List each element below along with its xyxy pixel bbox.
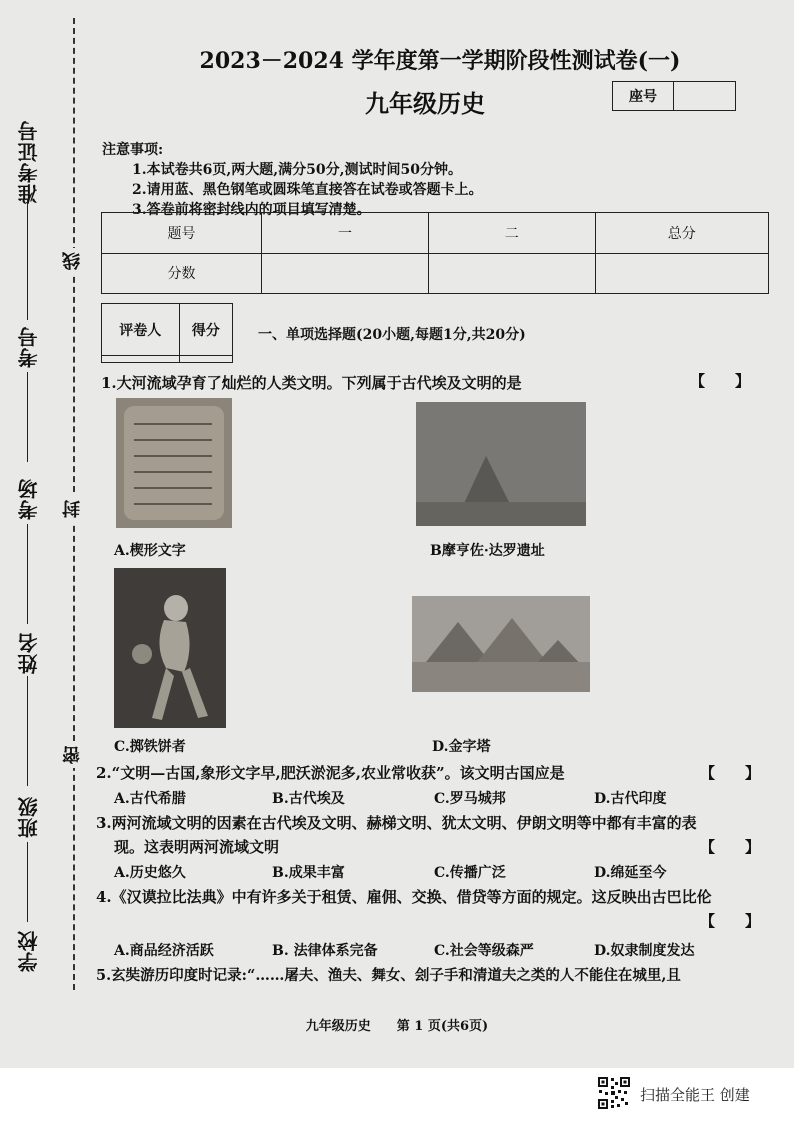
grader-box [101,303,233,363]
question-4-option-d[interactable]: D.奴隶制度发达 [594,943,695,959]
seal-char-xian: 线 [60,248,86,274]
instruction-item: 2.请用蓝、黑色钢笔或圆珠笔直接答在试卷或答题卡上。 [132,182,483,198]
question-1-option-a[interactable]: A.楔形文字 [114,543,186,559]
grader-reviewer-cell[interactable] [102,356,180,363]
question-4-option-c[interactable]: C.社会等级森严 [434,943,534,959]
cuneiform-tablet-image [116,398,232,528]
label-class: 班级 [17,796,41,838]
question-3-text-line2: 现。这表明两河流域文明 [114,838,280,856]
question-4-text: 4.《汉谟拉比法典》中有许多关于租赁、雇佣、交换、借贷等方面的规定。这反映出古巴比伦 [96,888,712,906]
question-3-option-b[interactable]: B.成果丰富 [272,865,345,881]
question-3-text-line1: 3.两河流域文明的因素在古代埃及文明、赫梯文明、犹太文明、伊朗文明等中都有丰富的表 [96,814,697,832]
discobolus-statue-image [114,568,226,728]
qr-code-icon [597,1076,631,1110]
question-3-option-d[interactable]: D.绵延至今 [594,865,667,881]
seal-char-feng: 封 [60,496,86,522]
question-2-option-d[interactable]: D.古代印度 [594,791,667,807]
fill-line-exam-number [27,372,28,462]
seat-number-field[interactable] [674,82,735,110]
question-1-option-c[interactable]: C.掷铁饼者 [114,739,186,755]
grader-score-cell[interactable] [179,356,232,363]
question-1-text: 1.大河流域孕育了灿烂的人类文明。下列属于古代埃及文明的是 [101,374,522,392]
score-cell-total[interactable] [595,253,768,294]
pyramids-image [412,596,590,692]
question-4-option-b[interactable]: B. 法律体系完备 [272,943,378,959]
seal-char-mi: 密 [60,742,86,768]
question-2-option-c[interactable]: C.罗马城邦 [434,791,506,807]
page-footer: 九年级历史 第 1 页(共6页) [305,1019,489,1034]
question-1-option-d[interactable]: D.金字塔 [432,739,491,755]
seat-number-box [612,81,736,111]
fill-line-admission [27,200,28,320]
score-header-question: 题号 [102,213,262,254]
question-2-option-a[interactable]: A.古代希腊 [114,791,186,807]
answer-bracket-2[interactable]: 【 】 [700,764,761,782]
score-header-part1: 一 [262,213,429,254]
score-header-part2: 二 [428,213,595,254]
score-cell-part2[interactable] [428,253,595,294]
label-school: 学校 [17,930,41,972]
exam-subtitle: 九年级历史 [365,89,485,118]
score-table [101,212,769,294]
section-heading: 一、单项选择题(20小题,每题1分,共20分) [258,327,526,343]
score-row-label: 分数 [102,253,262,294]
instructions [102,140,483,220]
answer-bracket-1[interactable]: 【 】 [690,372,751,390]
score-header-total: 总分 [595,213,768,254]
question-2-text: 2.“文明—古国,象形文字早,肥沃淤泥多,农业常收获”。该文明古国应是 [96,764,565,782]
fill-line-name [27,676,28,786]
answer-bracket-3[interactable]: 【 】 [700,838,761,856]
question-4-option-a[interactable]: A.商品经济活跃 [114,943,214,959]
score-cell-part1[interactable] [262,253,429,294]
fill-line-class [27,842,28,922]
instruction-item: 3.答卷前将密封线内的项目填写清楚。 [132,202,371,218]
question-1-option-b[interactable]: B摩亨佐·达罗遗址 [430,543,545,559]
instruction-item: 1.本试卷共6页,两大题,满分50分,测试时间50分钟。 [132,162,462,178]
scanner-watermark: 扫描全能王 创建 [640,1086,750,1104]
label-exam-room: 考场 [17,478,41,520]
grader-reviewer-label: 评卷人 [102,304,180,356]
grader-score-label: 得分 [179,304,232,356]
binding-margin [0,0,83,990]
question-3-option-a[interactable]: A.历史悠久 [114,865,186,881]
question-3-option-c[interactable]: C.传播广泛 [434,865,506,881]
answer-bracket-4[interactable]: 【 】 [700,912,761,930]
label-exam-number: 考号 [17,326,41,368]
instructions-heading: 注意事项: [102,142,164,158]
label-name: 姓名 [17,632,41,674]
exam-title: 2023－2024 学年度第一学期阶段性测试卷(一) [199,48,681,74]
fill-line-exam-room [27,524,28,624]
mohenjo-daro-ruins-image [416,402,586,526]
question-5-text: 5.玄奘游历印度时记录:“……屠夫、渔夫、舞女、刽子手和清道夫之类的人不能住在城里,且 [96,967,681,984]
question-2-option-b[interactable]: B.古代埃及 [272,791,345,807]
label-admission-number: 准考证号 [17,120,41,204]
seat-number-label: 座号 [613,82,674,110]
